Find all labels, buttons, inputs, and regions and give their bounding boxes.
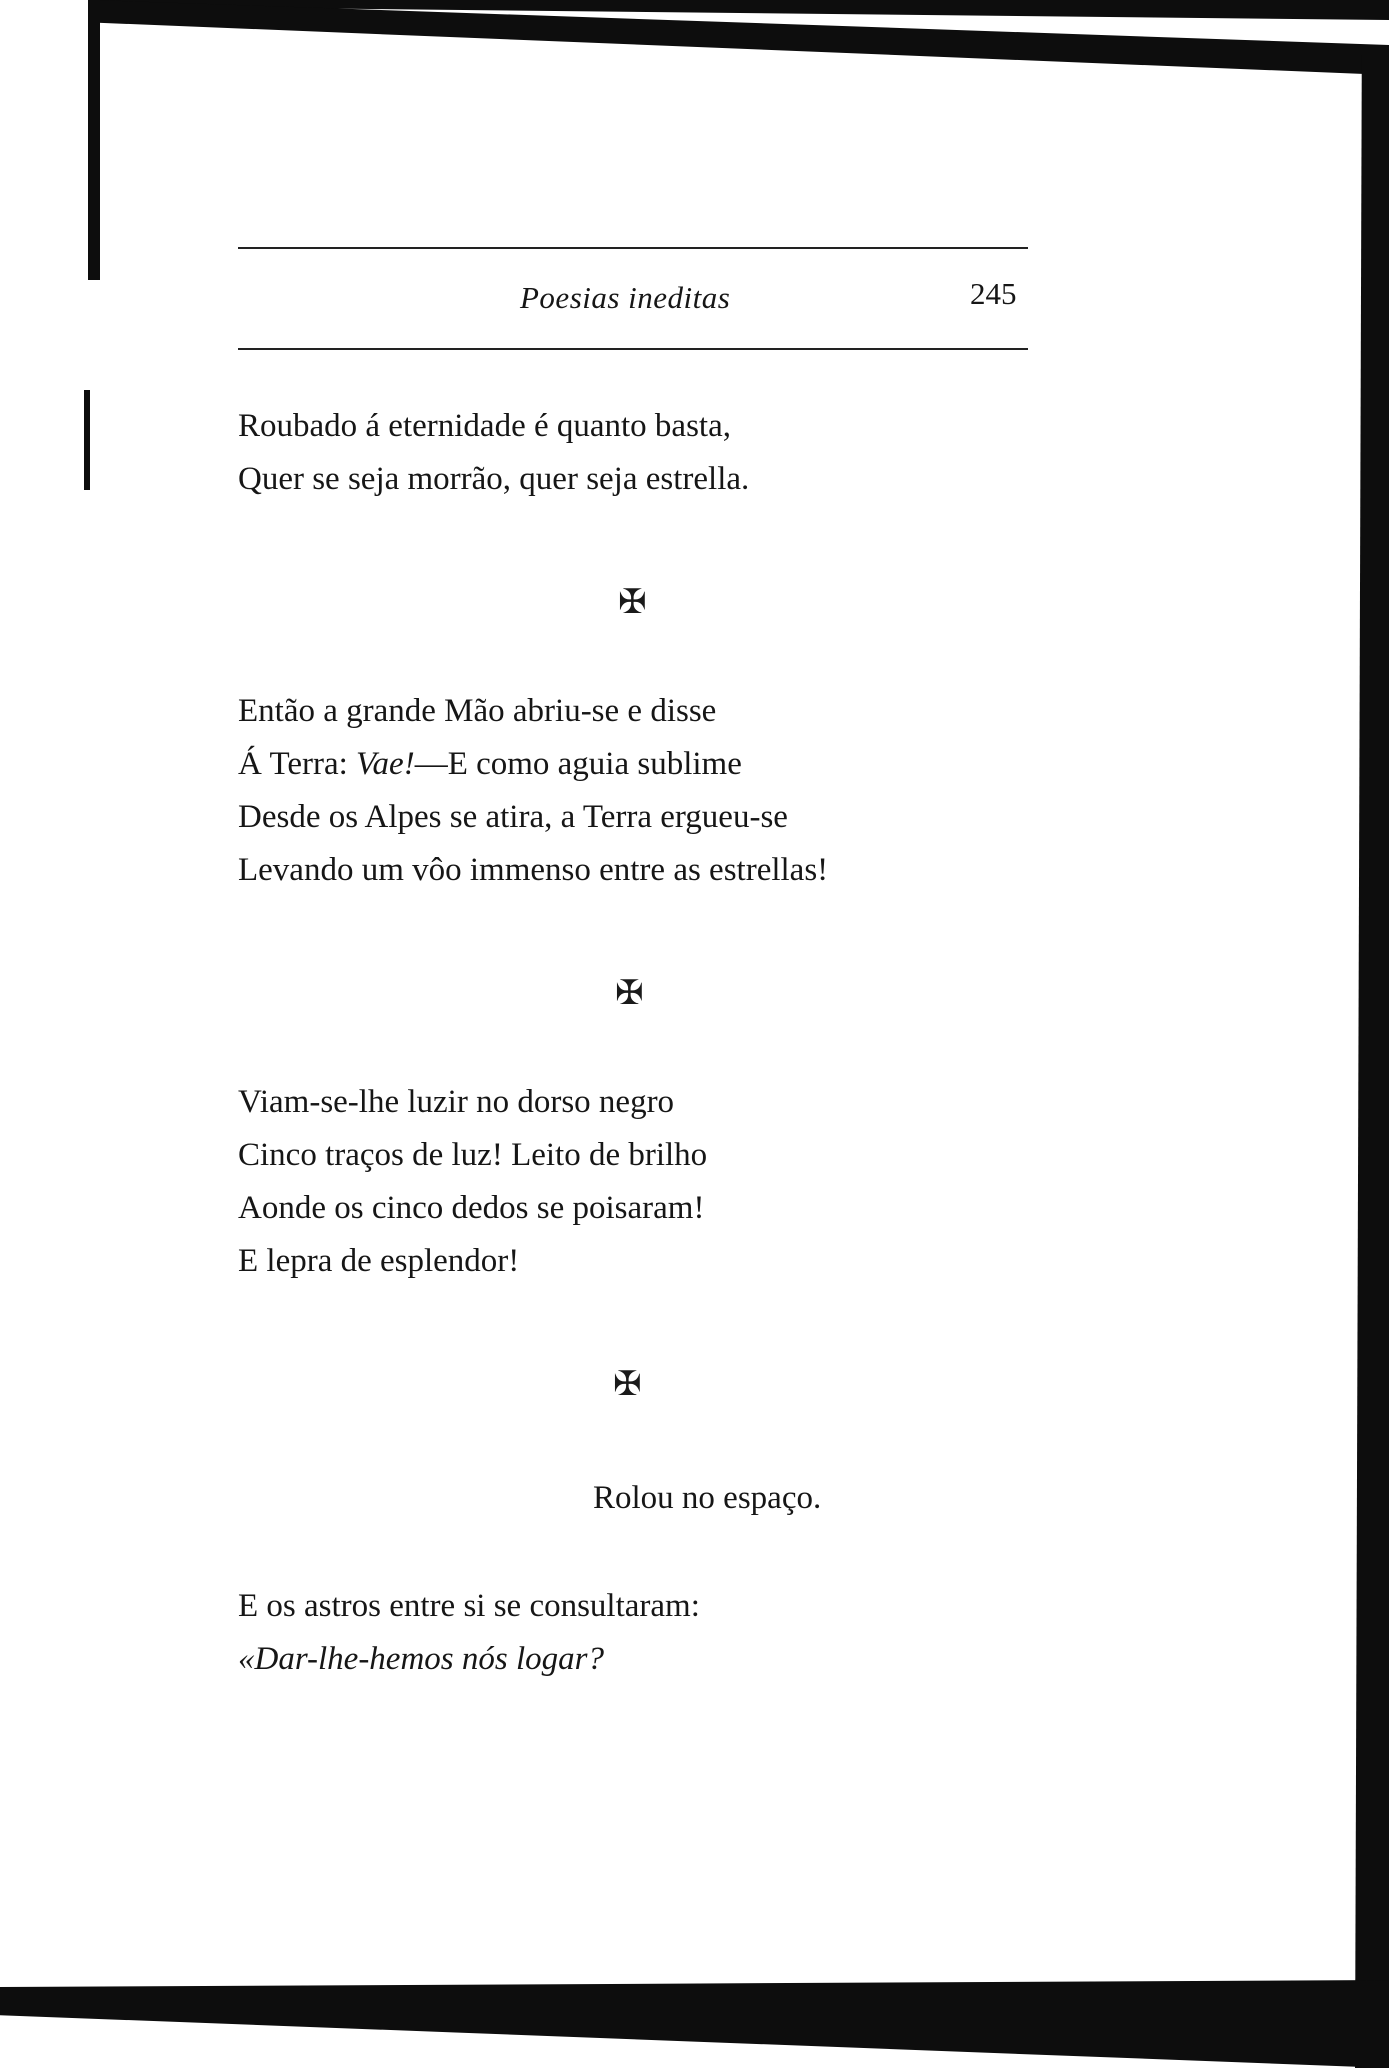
section-ornament-icon: ✠ bbox=[618, 582, 647, 622]
header-rule-top bbox=[238, 247, 1028, 249]
verse-line: Viam-se-lhe luzir no dorso negro bbox=[238, 1084, 675, 1120]
stanza-3 bbox=[238, 1076, 707, 1288]
verse-line-italic: Vae! bbox=[356, 746, 415, 782]
verse-line: Desde os Alpes se atira, a Terra ergueu-se bbox=[238, 799, 788, 835]
verse-line: E lepra de esplendor! bbox=[238, 1243, 520, 1279]
verse-line: Cinco traços de luz! Leito de brilho bbox=[238, 1137, 708, 1173]
verse-line: «Dar-lhe-hemos nós logar? bbox=[238, 1641, 604, 1677]
verse-line: Então a grande Mão abriu-se e disse bbox=[238, 693, 717, 729]
verse-line: Aonde os cinco dedos se poisaram! bbox=[238, 1190, 705, 1226]
header-rule-bottom bbox=[238, 348, 1028, 350]
stanza-2 bbox=[238, 685, 828, 897]
page-number: 245 bbox=[970, 276, 1017, 311]
scan-border-right bbox=[1355, 55, 1389, 2068]
running-head: Poesias ineditas bbox=[520, 280, 731, 315]
verse-line-part: —E como aguia sublime bbox=[414, 746, 742, 782]
verse-line: Levando um vôo immenso entre as estrellas! bbox=[238, 852, 829, 888]
verse-line bbox=[238, 738, 828, 791]
verse-line-prefix: Á bbox=[238, 746, 262, 782]
scan-border-left-mark bbox=[84, 390, 90, 490]
stanza-4 bbox=[238, 1580, 700, 1686]
section-ornament-icon: ✠ bbox=[615, 973, 644, 1013]
verse-line: Quer se seja morrão, quer seja estrella. bbox=[238, 461, 750, 497]
verse-line: Roubado á eternidade é quanto basta, bbox=[238, 408, 731, 444]
verse-line-indented: Rolou no espaço. bbox=[593, 1480, 822, 1516]
scan-border-bottom bbox=[0, 1980, 1389, 2068]
section-ornament-icon: ✠ bbox=[613, 1364, 642, 1404]
scan-border-left bbox=[88, 0, 100, 280]
verse-line: E os astros entre si se consultaram: bbox=[238, 1588, 700, 1624]
stanza-1 bbox=[238, 400, 749, 506]
verse-line-part: Terra: bbox=[269, 746, 357, 782]
